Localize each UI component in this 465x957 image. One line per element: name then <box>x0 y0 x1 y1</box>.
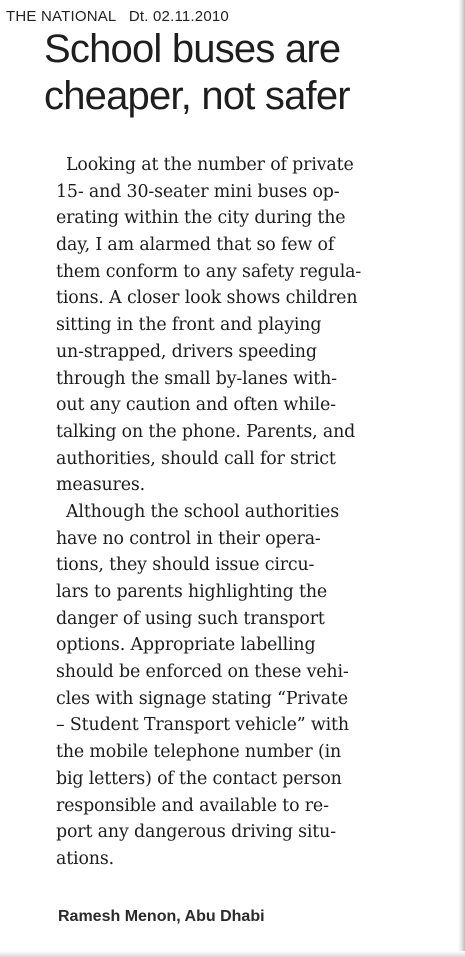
text-line: responsible and available to re- <box>56 795 329 816</box>
author-signature: Ramesh Menon, Abu Dhabi <box>58 908 265 925</box>
text-line: day, I am alarmed that so few of <box>56 235 335 256</box>
publication-date: Dt. 02.11.2010 <box>128 8 229 25</box>
text-line: through the small by-lanes with- <box>56 368 337 389</box>
text-line: cles with signage stating “Private <box>56 688 348 709</box>
paper-edge-bottom <box>0 951 465 957</box>
text-line: danger of using such transport <box>56 608 325 629</box>
text-line: lars to parents highlighting the <box>56 582 328 602</box>
text-line: erating within the city during the <box>56 208 346 229</box>
publication-name: THE NATIONAL <box>6 8 117 25</box>
source-line <box>6 8 229 26</box>
text-line: tions. A closer look shows children <box>56 288 358 309</box>
text-line: authorities, should call for strict <box>56 448 336 469</box>
text-line: port any dangerous driving situ- <box>56 822 336 843</box>
headline <box>44 26 454 120</box>
text-line: have no control in their opera- <box>56 528 321 549</box>
text-line: tions, they should issue circu- <box>56 555 315 576</box>
paper-edge-right <box>458 0 465 957</box>
text-line: – Student Transport vehicle” with <box>56 715 349 736</box>
text-line: ations. <box>56 848 114 869</box>
text-line: 15- and 30-seater mini buses op- <box>56 181 340 202</box>
text-line: measures. <box>56 475 145 496</box>
text-line: un-strapped, drivers speeding <box>56 341 317 362</box>
text-line: Although the school authorities <box>66 501 339 522</box>
text-line: options. Appropriate labelling <box>56 635 316 656</box>
text-line: them conform to any safety regula- <box>56 261 362 282</box>
text-line: the mobile telephone number (in <box>56 742 342 763</box>
text-line: sitting in the front and playing <box>56 315 322 336</box>
text-line: Looking at the number of private <box>66 155 354 175</box>
text-line: big letters) of the contact person <box>56 768 342 789</box>
letter-body <box>56 152 462 873</box>
paragraph-1 <box>56 152 462 499</box>
text-line: out any caution and often while- <box>56 395 336 416</box>
text-line: talking on the phone. Parents, and <box>56 421 356 442</box>
text-line: should be enforced on these vehi- <box>56 662 349 683</box>
paragraph-2 <box>56 499 462 873</box>
headline-line-1: School buses are <box>44 27 341 71</box>
headline-line-2: cheaper, not safer <box>44 74 350 118</box>
